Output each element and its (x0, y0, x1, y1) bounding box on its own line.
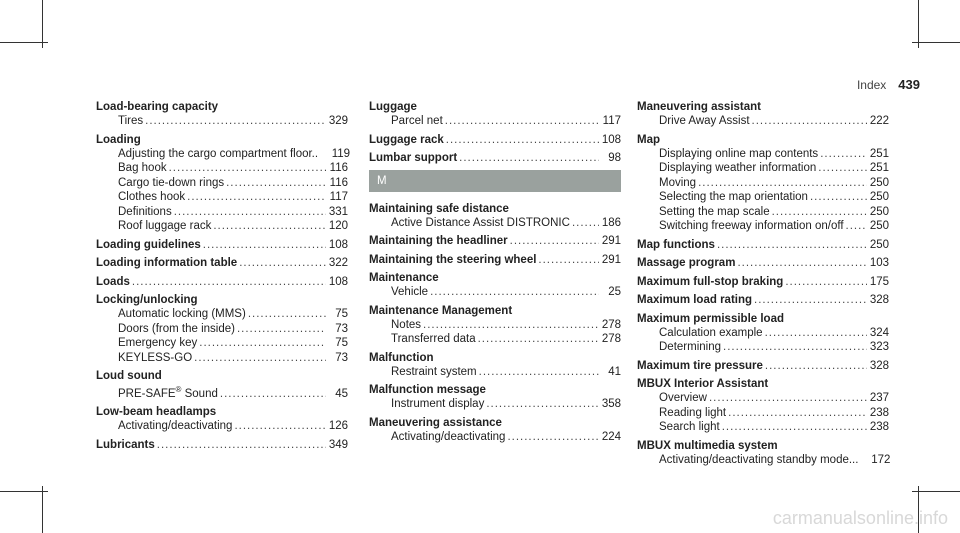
leader-dots (846, 219, 867, 234)
page-ref: 250 (869, 220, 889, 232)
entry-text (637, 190, 808, 205)
leader-dots (479, 365, 599, 380)
index-item (96, 293, 348, 365)
page-ref: 238 (869, 421, 889, 433)
index-item (369, 202, 621, 231)
page-number: 439 (898, 77, 920, 92)
entry-label: Restraint system (391, 365, 477, 378)
index-item (96, 405, 348, 434)
page-ref: 250 (869, 176, 889, 189)
page-ref: 108 (328, 275, 348, 288)
page-ref: 278 (601, 318, 621, 331)
index-subentry[interactable] (96, 205, 348, 220)
index-subentry[interactable] (369, 114, 621, 129)
entry-text (96, 219, 211, 234)
page-ref: 291 (601, 235, 621, 247)
index-subentry[interactable] (637, 161, 889, 176)
page-ref: 349 (328, 438, 348, 451)
entry-label: Search light (659, 421, 720, 433)
index-heading: Malfunction (369, 351, 434, 364)
index-heading: Maintenance (369, 272, 439, 284)
entry-label: Clothes hook (118, 191, 186, 203)
entry-label: PRE-SAFE (118, 387, 176, 400)
entry-label: Roof luggage rack (118, 220, 212, 232)
page-ref: 117 (602, 115, 621, 127)
leader-dots (199, 336, 326, 351)
index-subentry[interactable] (637, 205, 889, 220)
entry-text (96, 336, 197, 351)
page-ref: 126 (328, 420, 348, 433)
index-entry[interactable] (96, 438, 348, 453)
index-subentry[interactable] (96, 114, 348, 129)
entry-text (637, 453, 858, 468)
leader-dots (446, 133, 599, 148)
index-heading: Map (637, 133, 660, 146)
crop-mark (0, 42, 48, 43)
entry-text (637, 205, 770, 220)
entry-label: Switching freeway information on/off (659, 220, 844, 232)
crop-mark (912, 42, 960, 43)
index-subentry[interactable] (96, 322, 348, 337)
registered-mark: ® (175, 385, 182, 394)
entry-text (369, 285, 428, 300)
leader-dots (194, 351, 326, 366)
entry-label: Loads (96, 275, 130, 288)
index-item (369, 133, 621, 148)
index-entry[interactable] (96, 275, 348, 290)
crop-mark (42, 486, 43, 533)
leader-dots (132, 275, 326, 290)
leader-dots (772, 205, 867, 220)
index-subentry[interactable] (637, 391, 889, 406)
page-ref: 175 (869, 275, 889, 288)
page-ref: 116 (329, 176, 348, 189)
entry-label: KEYLESS-GO (118, 351, 193, 364)
index-entry[interactable] (369, 133, 621, 148)
index-item (637, 256, 889, 271)
leader-dots (157, 438, 326, 453)
leader-dots (169, 161, 326, 176)
index-heading: Loading (96, 133, 141, 146)
page-ref: 278 (601, 333, 621, 345)
entry-text (637, 256, 735, 271)
entry-text (369, 216, 570, 231)
index-item (96, 369, 348, 401)
leader-dots (430, 285, 599, 300)
index-subentry[interactable] (637, 340, 889, 355)
entry-label: Emergency key (118, 337, 198, 349)
entry-label: Maximum load rating (637, 294, 753, 306)
index-entry[interactable] (369, 253, 621, 268)
page-ref: 358 (601, 398, 621, 410)
index-item (637, 312, 889, 355)
leader-dots (486, 397, 599, 412)
index-item (637, 377, 889, 435)
page-ref: 251 (869, 162, 889, 174)
index-heading: Low-beam headlamps (96, 406, 217, 419)
entry-label: Determining (659, 341, 721, 353)
index-item (637, 293, 889, 308)
index-column-3 (637, 100, 889, 471)
index-item (96, 100, 348, 129)
entry-text (637, 391, 707, 406)
index-heading: Locking/unlocking (96, 294, 198, 306)
entry-label: Definitions (118, 205, 172, 218)
leader-dots (810, 190, 867, 205)
leader-dots (698, 176, 867, 191)
page-ref: 108 (328, 238, 348, 251)
page-ref: 250 (869, 191, 889, 203)
leader-dots (187, 190, 326, 205)
index-item (369, 351, 621, 380)
entry-label: Loading information table (96, 257, 238, 269)
leader-dots (510, 234, 599, 249)
page-ref: 117 (329, 191, 348, 203)
index-entry[interactable] (369, 234, 621, 249)
index-item (96, 133, 351, 234)
index-subentry[interactable] (369, 318, 621, 333)
letter-heading-m: M (369, 170, 621, 192)
entry-text (96, 322, 235, 337)
page-ref: 329 (328, 115, 348, 127)
leader-dots (765, 326, 867, 341)
index-heading: Load-bearing capacity (96, 101, 219, 113)
leader-dots (818, 161, 867, 176)
leader-dots (728, 406, 867, 421)
index-item (96, 256, 348, 271)
index-item (637, 439, 889, 468)
index-item (96, 438, 348, 453)
index-heading: Luggage (369, 101, 417, 113)
page-ref: 237 (869, 392, 889, 404)
entry-text (637, 161, 816, 176)
index-entry[interactable] (637, 256, 889, 271)
index-subentry[interactable] (369, 285, 621, 300)
entry-label: Notes (391, 318, 422, 331)
page-ref: 103 (869, 257, 889, 269)
entry-text (637, 326, 763, 341)
index-column-2 (369, 100, 621, 448)
entry-text (369, 365, 477, 380)
watermark: carmanualsonline.info (772, 508, 948, 528)
leader-dots (459, 151, 599, 166)
entry-text (637, 147, 818, 162)
index-heading: Maneuvering assistant (637, 101, 761, 113)
leader-dots (248, 307, 326, 322)
entry-text (637, 359, 763, 374)
index-item (637, 275, 889, 290)
index-subentry[interactable] (96, 219, 348, 234)
leader-dots (445, 114, 599, 129)
entry-label: Maintaining the headliner (369, 235, 508, 247)
entry-label: Automatic locking (MMS) (118, 308, 246, 320)
entry-label: Maintaining the steering wheel (369, 253, 537, 266)
index-entry[interactable] (96, 238, 348, 253)
page-ref: 116 (329, 162, 348, 174)
page-ref: 75 (335, 308, 348, 320)
page-ref: 324 (869, 326, 889, 339)
entry-text (96, 161, 167, 176)
index-subentry[interactable] (637, 453, 889, 468)
leader-dots (722, 420, 867, 435)
index-heading: Loud sound (96, 370, 162, 382)
entry-label: Cargo tie-down rings (118, 176, 225, 189)
index-subentry[interactable] (369, 430, 621, 445)
entry-text (96, 238, 201, 253)
page-ref: 41 (608, 365, 621, 378)
index-subentry[interactable] (637, 406, 889, 421)
index-item (369, 253, 621, 268)
page-ref: 45 (335, 387, 348, 400)
entry-label-suffix: Sound (181, 387, 218, 400)
leader-dots (203, 238, 326, 253)
index-item (369, 271, 621, 300)
index-subentry[interactable] (637, 219, 889, 234)
leader-dots (423, 318, 599, 333)
leader-dots (785, 275, 867, 290)
index-subentry[interactable] (96, 383, 348, 401)
entry-text (369, 114, 443, 129)
index-group-m (369, 202, 621, 445)
page-ref: 251 (869, 147, 889, 160)
entry-text (637, 420, 720, 435)
leader-dots (752, 114, 867, 129)
entry-label: Bag hook (118, 162, 167, 174)
leader-dots (723, 340, 867, 355)
entry-text (369, 318, 421, 333)
leader-dots (765, 359, 867, 374)
leader-dots (709, 391, 867, 406)
index-subentry[interactable] (637, 114, 889, 129)
index-item (369, 383, 621, 412)
index-item (637, 359, 889, 374)
entry-label: Activating/deactivating (391, 430, 506, 443)
entry-text (637, 275, 783, 290)
entry-text (96, 351, 192, 366)
page-ref: 186 (601, 216, 621, 229)
index-subentry[interactable] (96, 176, 348, 191)
entry-text (96, 190, 185, 205)
entry-label: Displaying weather information (659, 162, 817, 174)
index-item (369, 100, 621, 129)
index-subentry[interactable] (96, 351, 348, 366)
entry-text (96, 438, 155, 453)
entry-text (96, 256, 237, 271)
entry-text (637, 406, 726, 421)
entry-label: Selecting the map orientation (659, 191, 808, 203)
index-item (369, 151, 621, 166)
page-ref: 73 (335, 322, 348, 335)
entry-label: Loading guidelines (96, 238, 201, 251)
leader-dots (507, 430, 599, 445)
entry-text (637, 176, 696, 191)
page-ref: 250 (869, 205, 889, 218)
page-ref: 238 (869, 406, 889, 419)
entry-label: Parcel net (391, 115, 443, 127)
page-ref: 250 (869, 238, 889, 251)
entry-label: Luggage rack (369, 133, 444, 146)
entry-label: Setting the map scale (659, 205, 770, 218)
index-subentry[interactable] (96, 336, 348, 351)
entry-label: Displaying online map contents (659, 147, 819, 160)
index-heading: Maintaining safe distance (369, 202, 509, 215)
entry-text (369, 253, 536, 268)
page-ref: 73 (335, 351, 348, 364)
page-ref: 222 (869, 115, 889, 127)
entry-text (369, 133, 444, 148)
page-ref: 172 (871, 453, 891, 466)
entry-text (369, 234, 508, 249)
crop-mark (918, 0, 919, 48)
index-column-1 (96, 100, 351, 456)
leader-dots (145, 114, 326, 129)
entry-label: Overview (659, 392, 707, 404)
index-subentry[interactable] (637, 420, 889, 435)
entry-text (369, 332, 476, 347)
index-subentry[interactable] (637, 176, 889, 191)
index-subentry[interactable] (96, 161, 348, 176)
leader-dots (226, 176, 326, 191)
index-subentry[interactable] (637, 147, 889, 162)
index-entry[interactable] (96, 256, 348, 271)
index-item (96, 275, 348, 290)
entry-text (369, 430, 505, 445)
entry-text (96, 307, 246, 322)
crop-mark (912, 491, 960, 492)
entry-text (96, 383, 218, 401)
entry-text (637, 238, 715, 253)
entry-label: Tires (118, 115, 144, 127)
header-label: Index (856, 78, 887, 92)
leader-dots (820, 147, 867, 162)
index-heading: Maximum permissible load (637, 312, 784, 325)
page-ref: 224 (601, 430, 621, 443)
entry-label: Activating/deactivating (118, 420, 233, 433)
index-item (96, 238, 348, 253)
crop-mark (0, 491, 48, 492)
leader-dots (239, 256, 326, 271)
index-item (637, 133, 889, 234)
entry-label: Active Distance Assist DISTRONIC (391, 216, 570, 229)
entry-label: Reading light (659, 406, 727, 419)
leader-dots (237, 322, 326, 337)
page-ref: 75 (335, 337, 348, 349)
index-subentry[interactable] (96, 419, 348, 434)
index-item (637, 100, 889, 129)
page-ref: 291 (601, 253, 621, 266)
page-ref: 98 (608, 152, 621, 164)
page-ref: 328 (869, 294, 889, 306)
leader-dots (174, 205, 326, 220)
entry-label: Lubricants (96, 438, 155, 451)
page-header (857, 77, 920, 92)
index-subentry[interactable] (369, 216, 621, 231)
index-group-l (369, 100, 621, 166)
entry-text (96, 114, 143, 129)
index-subentry[interactable] (369, 397, 621, 412)
entry-label: Maximum tire pressure (637, 359, 763, 372)
entry-label: Maximum full-stop braking (637, 275, 784, 288)
entry-text (369, 151, 457, 166)
entry-label: Doors (from the inside) (118, 322, 235, 335)
entry-text (637, 293, 752, 308)
leader-dots (213, 219, 326, 234)
index-item (637, 238, 889, 253)
leader-dots (572, 216, 599, 231)
entry-label: Adjusting the cargo compartment floor.. (118, 147, 319, 160)
page-ref: 328 (869, 359, 889, 372)
index-heading: MBUX Interior Assistant (637, 378, 769, 390)
page-ref: 322 (328, 257, 348, 269)
index-entry[interactable] (637, 275, 889, 290)
leader-dots (737, 256, 867, 271)
index-subentry[interactable] (637, 190, 889, 205)
entry-text (96, 176, 224, 191)
entry-label: Drive Away Assist (659, 115, 750, 127)
leader-dots (717, 238, 867, 253)
entry-label: Lumbar support (369, 152, 458, 164)
index-subentry[interactable] (637, 326, 889, 341)
index-subentry[interactable] (369, 332, 621, 347)
leader-dots (538, 253, 599, 268)
page-ref: 120 (328, 220, 348, 232)
index-subentry[interactable] (96, 147, 351, 162)
index-subentry[interactable] (96, 307, 348, 322)
index-entry[interactable] (637, 359, 889, 374)
entry-text (96, 205, 172, 220)
entry-label: Transferred data (391, 333, 476, 345)
entry-text (637, 219, 844, 234)
index-heading: Maneuvering assistance (369, 416, 502, 429)
page-ref: 25 (608, 286, 621, 298)
entry-text (369, 397, 484, 412)
index-entry[interactable] (369, 151, 621, 166)
entry-label: Activating/deactivating standby mode... (659, 453, 859, 466)
index-item (369, 416, 621, 445)
entry-label: Calculation example (659, 326, 763, 339)
entry-label: Instrument display (391, 398, 485, 410)
page-ref: 119 (331, 147, 351, 160)
entry-label: Map functions (637, 238, 715, 251)
index-heading: MBUX multimedia system (637, 439, 778, 452)
entry-label: Vehicle (391, 286, 429, 298)
entry-text (96, 147, 318, 162)
index-heading: Maintenance Management (369, 304, 513, 317)
index-subentry[interactable] (369, 365, 621, 380)
entry-label: Moving (659, 176, 697, 189)
leader-dots (754, 293, 867, 308)
leader-dots (478, 332, 599, 347)
entry-label: Massage program (637, 257, 736, 269)
crop-mark (42, 0, 43, 48)
page-ref: 323 (869, 341, 889, 353)
page-ref: 331 (328, 205, 348, 218)
index-heading: Malfunction message (369, 384, 486, 396)
page-ref: 108 (601, 133, 621, 146)
entry-text (637, 114, 750, 129)
index-entry[interactable] (637, 238, 889, 253)
leader-dots (220, 387, 326, 402)
index-item (369, 234, 621, 249)
entry-text (637, 340, 721, 355)
index-subentry[interactable] (96, 190, 348, 205)
index-item (369, 304, 621, 347)
leader-dots (234, 419, 326, 434)
entry-text (96, 275, 130, 290)
index-entry[interactable] (637, 293, 889, 308)
entry-text (96, 419, 232, 434)
